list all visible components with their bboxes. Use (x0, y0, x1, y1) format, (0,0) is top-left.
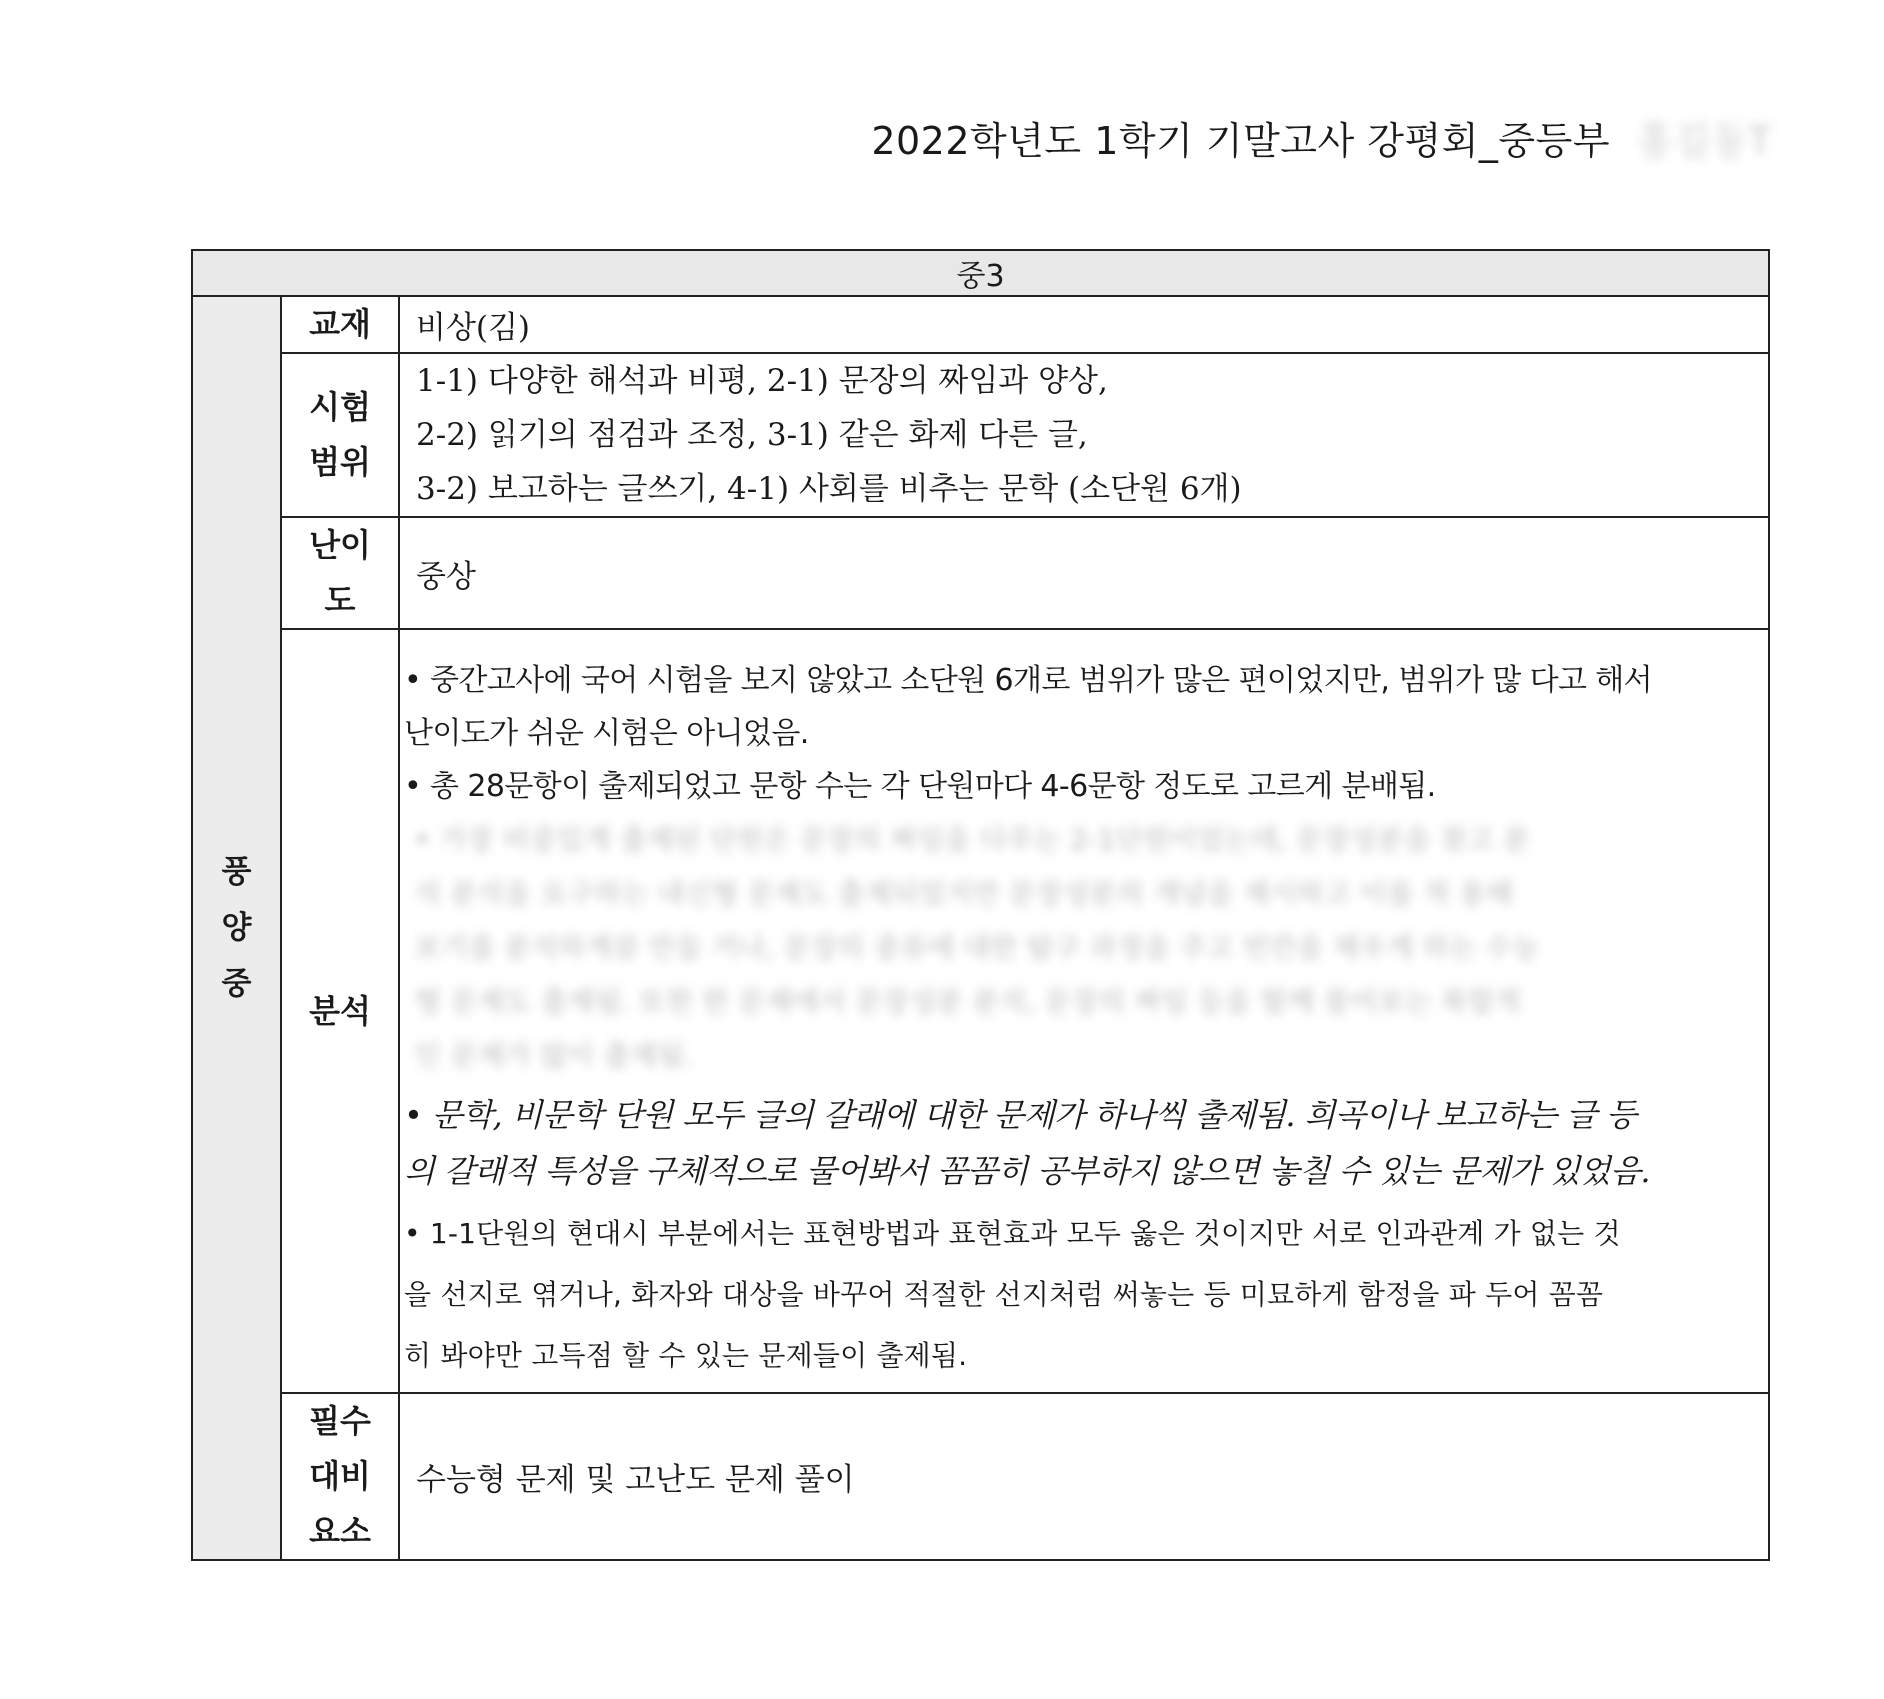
essentials-label-line: 대비 (309, 1457, 371, 1495)
scope-label-line: 시험 (309, 388, 371, 426)
analysis-content (399, 629, 1769, 1393)
analysis-line: 히 봐야만 고득점 할 수 있는 문제들이 출제됨. (404, 1339, 968, 1372)
textbook-row (192, 296, 1769, 353)
difficulty-value: 중상 (399, 517, 1769, 629)
grade-heading: 중3 (192, 250, 1769, 296)
analysis-paragraph (404, 1203, 1760, 1386)
school-name-char: 양 (221, 910, 252, 946)
analysis-line: • 문학, 비문학 단원 모두 글의 갈래에 대한 문제가 하나씩 출제됨. 희곡이나 보고하는 글 등 (404, 1096, 1637, 1134)
analysis-label: 분석 (281, 629, 399, 1393)
essentials-row (192, 1393, 1769, 1560)
textbook-value: 비상(김) (399, 296, 1769, 353)
school-name-char: 풍 (221, 854, 252, 890)
exam-review-table (191, 249, 1770, 1561)
difficulty-label-line: 도 (324, 581, 356, 619)
difficulty-row (192, 517, 1769, 629)
grade-row (192, 250, 1769, 296)
essentials-label-line: 요소 (309, 1512, 371, 1550)
scope-row (192, 353, 1769, 517)
difficulty-label-line: 난이 (309, 526, 371, 564)
scope-line: 2-2) 읽기의 점검과 조정, 3-1) 같은 화제 다른 글, (416, 417, 1088, 453)
scope-line: 3-2) 보고하는 글쓰기, 4-1) 사회를 비추는 문학 (소단원 6개) (416, 471, 1242, 507)
analysis-paragraph (404, 654, 1760, 760)
analysis-line: 난이도가 쉬운 시험은 아니었음. (404, 716, 809, 751)
scope-label-line: 범위 (309, 443, 371, 481)
scope-content (399, 353, 1769, 517)
analysis-obscured-line: 인 문제가 많이 출제됨. (414, 1039, 694, 1072)
essentials-value: 수능형 문제 및 고난도 문제 풀이 (399, 1393, 1769, 1560)
analysis-line: • 중간고사에 국어 시험을 보지 않았고 소단원 6개로 범위가 많은 편이었지만, 범위가 많 다고 해서 (404, 663, 1653, 698)
essentials-label (281, 1393, 399, 1560)
textbook-label: 교재 (281, 296, 399, 353)
analysis-row (192, 629, 1769, 1393)
document-header (871, 110, 1772, 165)
analysis-obscured-line: 형 문제도 출제됨. 또한 한 문제에서 문장성분 분석, 문장의 짜임 등을 함께 물어보는 복합적 (414, 985, 1522, 1018)
essentials-label-line: 필수 (309, 1402, 371, 1440)
scope-label (281, 353, 399, 517)
analysis-line: 을 선지로 엮거나, 화자와 대상을 바꾸어 적절한 선지처럼 써놓는 등 미묘하게 함정을 파 두어 꼼꼼 (404, 1278, 1604, 1311)
analysis-obscured-line: • 가장 비중있게 출제된 단원은 문장의 짜임을 다루는 2-1단원이었는데, 문장성분을 찾고 분 (414, 823, 1530, 856)
school-name-cell (192, 296, 281, 1560)
analysis-obscured-line: 보기를 분석하게끔 만들 거나, 문장의 종류에 대한 탐구 과정을 주고 빈칸을 채우게 하는 수능 (414, 931, 1540, 964)
analysis-line: • 1-1단원의 현대시 부분에서는 표현방법과 표현효과 모두 옳은 것이지만 서로 인과관계 가 없는 것 (404, 1217, 1621, 1250)
analysis-line: 의 갈래적 특성을 구체적으로 물어봐서 꼼꼼히 공부하지 않으면 놓칠 수 있는 문제가 있었음. (404, 1152, 1650, 1190)
analysis-line: • 총 28문항이 출제되었고 문항 수는 각 단원마다 4-6문항 정도로 고르게 분배됨. (404, 769, 1436, 804)
document-title: 2022학년도 1학기 기말고사 강평회_중등부 (871, 119, 1611, 163)
difficulty-label (281, 517, 399, 629)
scope-line: 1-1) 다양한 해석과 비평, 2-1) 문장의 짜임과 양상, (416, 363, 1108, 399)
analysis-obscured-paragraph (404, 813, 1760, 1083)
school-name-char: 중 (221, 966, 252, 1002)
analysis-paragraph (404, 1087, 1760, 1199)
analysis-paragraph (404, 760, 1760, 813)
author-name-obscured: 홍길동T (1636, 119, 1772, 163)
analysis-obscured-line: 석 분석을 요구하는 내신형 문제도 출제되었지만 문장성분의 개념을 제시하고 이를 적 용해 (414, 877, 1513, 910)
